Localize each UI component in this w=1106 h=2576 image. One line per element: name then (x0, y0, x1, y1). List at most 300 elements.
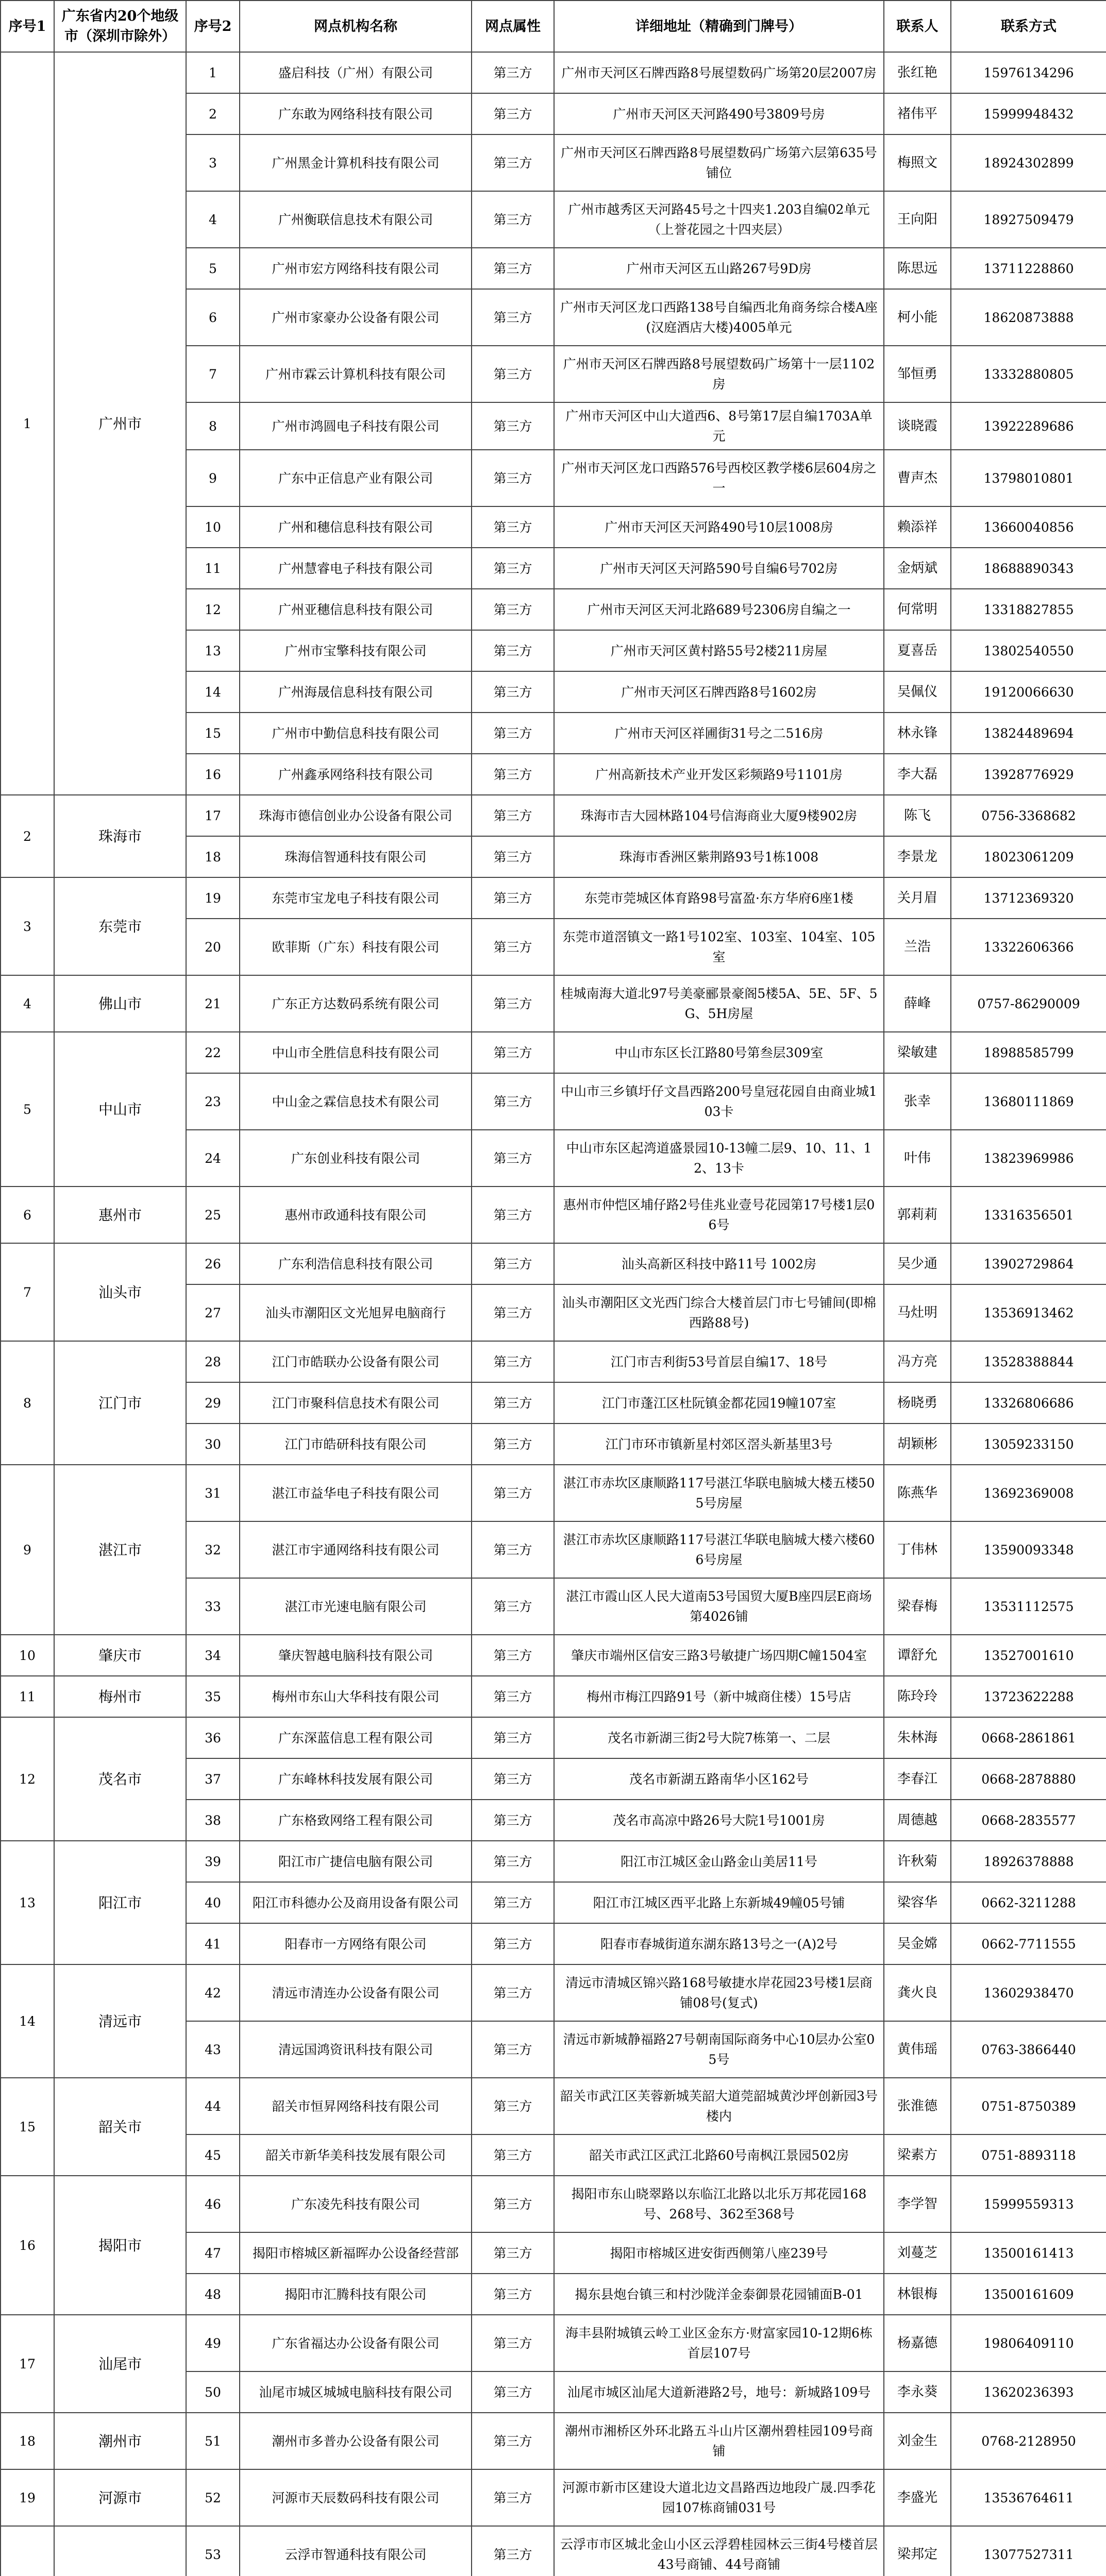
row-seq-cell: 32 (186, 1521, 240, 1578)
city-cell: 肇庆市 (54, 1635, 186, 1676)
outlet-type-cell: 第三方 (472, 836, 554, 877)
city-cell: 揭阳市 (54, 2176, 186, 2315)
header-phone: 联系方式 (951, 1, 1106, 52)
phone-cell: 15999559313 (951, 2176, 1106, 2232)
outlet-name-cell: 广州和穗信息科技有限公司 (240, 506, 472, 548)
contact-person-cell: 郭莉莉 (884, 1187, 951, 1243)
phone-cell: 13528388844 (951, 1341, 1106, 1382)
address-cell: 汕尾市城区汕尾大道新港路2号，地号：新城路109号 (554, 2371, 884, 2413)
address-cell: 中山市东区长江路80号第叁层309室 (554, 1032, 884, 1073)
address-cell: 汕头高新区科技中路11号 1002房 (554, 1243, 884, 1284)
outlet-name-cell: 梅州市东山大华科技有限公司 (240, 1676, 472, 1717)
row-seq-cell: 49 (186, 2315, 240, 2371)
outlet-type-cell: 第三方 (472, 1800, 554, 1841)
city-cell: 惠州市 (54, 1187, 186, 1243)
address-cell: 阳江市江城区西平北路上东新城49幢05号铺 (554, 1882, 884, 1923)
contact-person-cell: 褚伟平 (884, 93, 951, 134)
outlet-type-cell: 第三方 (472, 1423, 554, 1465)
outlet-name-cell: 珠海信智通科技有限公司 (240, 836, 472, 877)
outlet-name-cell: 广东峰林科技发展有限公司 (240, 1758, 472, 1800)
address-cell: 韶关市武江区武江北路60号南枫江景园502房 (554, 2134, 884, 2176)
phone-cell: 0668-2861861 (951, 1717, 1106, 1758)
row-seq-cell: 25 (186, 1187, 240, 1243)
row-seq-cell: 46 (186, 2176, 240, 2232)
city-cell: 东莞市 (54, 877, 186, 975)
phone-cell: 18620873888 (951, 289, 1106, 346)
phone-cell: 0756-3368682 (951, 795, 1106, 836)
outlet-name-cell: 河源市天辰数码科技有限公司 (240, 2469, 472, 2526)
row-seq-cell: 12 (186, 589, 240, 630)
phone-cell: 19806409110 (951, 2315, 1106, 2371)
address-cell: 广州市天河区天河路590号自编6号702房 (554, 548, 884, 589)
group-seq-cell: 13 (1, 1841, 54, 1964)
contact-person-cell: 刘金生 (884, 2413, 951, 2469)
table-row (1, 795, 1106, 836)
row-seq-cell: 28 (186, 1341, 240, 1382)
outlet-type-cell: 第三方 (472, 289, 554, 346)
row-seq-cell: 7 (186, 346, 240, 402)
group-seq-cell: 1 (1, 52, 54, 795)
row-seq-cell: 19 (186, 877, 240, 919)
outlet-name-cell: 韶关市新华美科技发展有限公司 (240, 2134, 472, 2176)
row-seq-cell: 39 (186, 1841, 240, 1882)
address-cell: 茂名市高凉中路26号大院1号1001房 (554, 1800, 884, 1841)
row-seq-cell: 30 (186, 1423, 240, 1465)
contact-person-cell: 胡颖彬 (884, 1423, 951, 1465)
row-seq-cell: 17 (186, 795, 240, 836)
contact-person-cell: 黄伟瑶 (884, 2021, 951, 2078)
outlet-name-cell: 揭阳市汇腾科技有限公司 (240, 2274, 472, 2315)
outlet-name-cell: 广州亚穗信息科技有限公司 (240, 589, 472, 630)
outlet-name-cell: 盛启科技（广州）有限公司 (240, 52, 472, 93)
outlet-name-cell: 广州海晟信息科技有限公司 (240, 671, 472, 713)
phone-cell: 0662-3211288 (951, 1882, 1106, 1923)
outlet-name-cell: 江门市皓研科技有限公司 (240, 1423, 472, 1465)
address-cell: 揭阳市东山晓翠路以东临江北路以北乐万邦花园168号、268号、362至368号 (554, 2176, 884, 2232)
contact-person-cell: 李大磊 (884, 754, 951, 795)
contact-person-cell: 李景龙 (884, 836, 951, 877)
address-cell: 珠海市吉大园林路104号信海商业大厦9楼902房 (554, 795, 884, 836)
outlet-name-cell: 广州市鸿圆电子科技有限公司 (240, 402, 472, 450)
outlet-type-cell: 第三方 (472, 877, 554, 919)
address-cell: 东莞市莞城区体育路98号富盈·东方华府6座1楼 (554, 877, 884, 919)
contact-person-cell: 金炳斌 (884, 548, 951, 589)
outlet-name-cell: 东莞市宝龙电子科技有限公司 (240, 877, 472, 919)
outlet-name-cell: 欧菲斯（广东）科技有限公司 (240, 919, 472, 975)
address-cell: 江门市环市镇新星村郊区滘头新基里3号 (554, 1423, 884, 1465)
outlet-type-cell: 第三方 (472, 2315, 554, 2371)
outlet-type-cell: 第三方 (472, 975, 554, 1032)
address-cell: 湛江市霞山区人民大道南53号国贸大厦B座四层E商场第4026铺 (554, 1578, 884, 1635)
city-cell: 韶关市 (54, 2078, 186, 2176)
outlet-type-cell: 第三方 (472, 1032, 554, 1073)
contact-person-cell: 李学智 (884, 2176, 951, 2232)
outlet-type-cell: 第三方 (472, 402, 554, 450)
outlet-type-cell: 第三方 (472, 1521, 554, 1578)
outlet-type-cell: 第三方 (472, 2134, 554, 2176)
address-cell: 揭东县炮台镇三和村沙陇洋金泰御景花园铺面B-01 (554, 2274, 884, 2315)
contact-person-cell: 梁敏建 (884, 1032, 951, 1073)
city-cell: 湛江市 (54, 1465, 186, 1635)
outlet-name-cell: 汕尾市城区城城电脑科技有限公司 (240, 2371, 472, 2413)
outlet-name-cell: 阳江市广捷信电脑有限公司 (240, 1841, 472, 1882)
header-name: 网点机构名称 (240, 1, 472, 52)
row-seq-cell: 53 (186, 2526, 240, 2576)
city-cell: 佛山市 (54, 975, 186, 1032)
outlet-name-cell: 广东深蓝信息工程有限公司 (240, 1717, 472, 1758)
phone-cell: 13922289686 (951, 402, 1106, 450)
contact-person-cell: 梁邦定 (884, 2526, 951, 2576)
outlet-type-cell: 第三方 (472, 1635, 554, 1676)
address-cell: 珠海市香洲区紫荆路93号1栋1008 (554, 836, 884, 877)
contact-person-cell: 李春江 (884, 1758, 951, 1800)
phone-cell: 13660040856 (951, 506, 1106, 548)
contact-person-cell: 李盛光 (884, 2469, 951, 2526)
contact-person-cell: 丁伟林 (884, 1521, 951, 1578)
address-cell: 广州市天河区天河路490号10层1008房 (554, 506, 884, 548)
outlet-name-cell: 广州市霖云计算机科技有限公司 (240, 346, 472, 402)
row-seq-cell: 11 (186, 548, 240, 589)
row-seq-cell: 45 (186, 2134, 240, 2176)
contact-person-cell: 吴少通 (884, 1243, 951, 1284)
phone-cell: 13928776929 (951, 754, 1106, 795)
group-seq-cell: 16 (1, 2176, 54, 2315)
phone-cell: 18688890343 (951, 548, 1106, 589)
address-cell: 湛江市赤坎区康顺路117号湛江华联电脑城大楼六楼606号房屋 (554, 1521, 884, 1578)
address-cell: 韶关市武江区芙蓉新城芙韶大道莞韶城黄沙坪创新园3号楼内 (554, 2078, 884, 2134)
row-seq-cell: 22 (186, 1032, 240, 1073)
contact-person-cell: 谭舒允 (884, 1635, 951, 1676)
contact-person-cell: 李永葵 (884, 2371, 951, 2413)
table-row (1, 2078, 1106, 2134)
outlet-name-cell: 阳江市科德办公及商用设备有限公司 (240, 1882, 472, 1923)
phone-cell: 13798010801 (951, 450, 1106, 506)
city-cell: 汕头市 (54, 1243, 186, 1341)
address-cell: 惠州市仲恺区埔仔路2号佳兆业壹号花园第17号楼1层06号 (554, 1187, 884, 1243)
contact-person-cell: 王向阳 (884, 191, 951, 248)
group-seq-cell: 5 (1, 1032, 54, 1187)
contact-person-cell: 吴金嫦 (884, 1923, 951, 1964)
phone-cell: 13536913462 (951, 1284, 1106, 1341)
city-cell: 阳江市 (54, 1841, 186, 1964)
table-row (1, 1717, 1106, 1758)
row-seq-cell: 1 (186, 52, 240, 93)
contact-person-cell: 夏喜岳 (884, 630, 951, 671)
city-cell (54, 2526, 186, 2576)
outlet-type-cell: 第三方 (472, 1717, 554, 1758)
outlet-name-cell: 广东正方达数码系统有限公司 (240, 975, 472, 1032)
address-cell: 广州市天河区石牌西路8号展望数码广场第十一层1102房 (554, 346, 884, 402)
address-cell: 东莞市道滘镇文一路1号102室、103室、104室、105室 (554, 919, 884, 975)
phone-cell: 18924302899 (951, 134, 1106, 191)
city-cell: 汕尾市 (54, 2315, 186, 2413)
phone-cell: 18023061209 (951, 836, 1106, 877)
table-row (1, 2315, 1106, 2371)
row-seq-cell: 41 (186, 1923, 240, 1964)
contact-person-cell: 邹恒勇 (884, 346, 951, 402)
contact-person-cell: 何常明 (884, 589, 951, 630)
group-seq-cell: 19 (1, 2469, 54, 2526)
contact-person-cell: 冯方亮 (884, 1341, 951, 1382)
city-cell: 潮州市 (54, 2413, 186, 2469)
address-cell: 揭阳市榕城区进安街西侧第八座239号 (554, 2232, 884, 2274)
row-seq-cell: 38 (186, 1800, 240, 1841)
outlet-type-cell: 第三方 (472, 506, 554, 548)
address-cell: 阳江市江城区金山路金山美居11号 (554, 1841, 884, 1882)
phone-cell: 13326806686 (951, 1382, 1106, 1423)
outlet-type-cell: 第三方 (472, 589, 554, 630)
city-cell: 茂名市 (54, 1717, 186, 1841)
outlet-type-cell: 第三方 (472, 2176, 554, 2232)
outlet-name-cell: 广东创业科技有限公司 (240, 1130, 472, 1187)
row-seq-cell: 34 (186, 1635, 240, 1676)
contact-person-cell: 谈晓霞 (884, 402, 951, 450)
row-seq-cell: 52 (186, 2469, 240, 2526)
contact-person-cell: 龚火良 (884, 1964, 951, 2021)
row-seq-cell: 15 (186, 713, 240, 754)
address-cell: 广州市天河区石牌西路8号展望数码广场第20层2007房 (554, 52, 884, 93)
outlet-type-cell: 第三方 (472, 191, 554, 248)
outlet-type-cell: 第三方 (472, 1676, 554, 1717)
row-seq-cell: 20 (186, 919, 240, 975)
outlet-name-cell: 广东中正信息产业有限公司 (240, 450, 472, 506)
row-seq-cell: 23 (186, 1073, 240, 1130)
contact-person-cell: 张幸 (884, 1073, 951, 1130)
phone-cell: 0662-7711555 (951, 1923, 1106, 1964)
table-row (1, 52, 1106, 93)
table-row (1, 1635, 1106, 1676)
address-cell: 广州高新技术产业开发区彩频路9号1101房 (554, 754, 884, 795)
outlet-name-cell: 湛江市宇通网络科技有限公司 (240, 1521, 472, 1578)
contact-person-cell: 朱林海 (884, 1717, 951, 1758)
outlet-type-cell: 第三方 (472, 346, 554, 402)
phone-cell: 18927509479 (951, 191, 1106, 248)
row-seq-cell: 29 (186, 1382, 240, 1423)
contact-person-cell: 吴佩仪 (884, 671, 951, 713)
outlet-type-cell: 第三方 (472, 630, 554, 671)
outlet-name-cell: 广州鑫承网络科技有限公司 (240, 754, 472, 795)
outlet-name-cell: 肇庆智越电脑科技有限公司 (240, 1635, 472, 1676)
phone-cell: 13531112575 (951, 1578, 1106, 1635)
outlet-type-cell: 第三方 (472, 1382, 554, 1423)
phone-cell: 13527001610 (951, 1635, 1106, 1676)
outlet-name-cell: 阳春市一方网络有限公司 (240, 1923, 472, 1964)
row-seq-cell: 37 (186, 1758, 240, 1800)
phone-cell: 13077527311 (951, 2526, 1106, 2576)
row-seq-cell: 14 (186, 671, 240, 713)
row-seq-cell: 2 (186, 93, 240, 134)
outlet-type-cell: 第三方 (472, 2274, 554, 2315)
row-seq-cell: 3 (186, 134, 240, 191)
group-seq-cell: 4 (1, 975, 54, 1032)
row-seq-cell: 35 (186, 1676, 240, 1717)
contact-person-cell: 曹声杰 (884, 450, 951, 506)
table-body (1, 52, 1106, 2576)
group-seq-cell: 3 (1, 877, 54, 975)
outlet-type-cell: 第三方 (472, 1758, 554, 1800)
outlet-name-cell: 韶关市恒昇网络科技有限公司 (240, 2078, 472, 2134)
row-seq-cell: 9 (186, 450, 240, 506)
table-row (1, 2413, 1106, 2469)
row-seq-cell: 26 (186, 1243, 240, 1284)
group-seq-cell: 6 (1, 1187, 54, 1243)
outlet-name-cell: 揭阳市榕城区新福晖办公设备经营部 (240, 2232, 472, 2274)
outlet-type-cell: 第三方 (472, 2232, 554, 2274)
outlet-name-cell: 江门市皓联办公设备有限公司 (240, 1341, 472, 1382)
outlet-type-cell: 第三方 (472, 1923, 554, 1964)
address-cell: 广州市天河区龙口西路138号自编西北角商务综合楼A座(汉庭酒店大楼)4005单元 (554, 289, 884, 346)
row-seq-cell: 8 (186, 402, 240, 450)
row-seq-cell: 40 (186, 1882, 240, 1923)
city-cell: 梅州市 (54, 1676, 186, 1717)
outlet-type-cell: 第三方 (472, 919, 554, 975)
outlet-name-cell: 广州市中勤信息科技有限公司 (240, 713, 472, 754)
header-contact: 联系人 (884, 1, 951, 52)
phone-cell: 13620236393 (951, 2371, 1106, 2413)
phone-cell: 13322606366 (951, 919, 1106, 975)
header-address: 详细地址（精确到门牌号） (554, 1, 884, 52)
contact-person-cell: 杨嘉德 (884, 2315, 951, 2371)
header-type: 网点属性 (472, 1, 554, 52)
phone-cell: 13332880805 (951, 346, 1106, 402)
city-cell: 河源市 (54, 2469, 186, 2526)
table-row (1, 1964, 1106, 2021)
group-seq-cell: 18 (1, 2413, 54, 2469)
table-row (1, 975, 1106, 1032)
group-seq-cell: 17 (1, 2315, 54, 2413)
phone-cell: 13902729864 (951, 1243, 1106, 1284)
address-cell: 江门市蓬江区杜阮镇金都花园19幢107室 (554, 1382, 884, 1423)
outlet-type-cell: 第三方 (472, 1578, 554, 1635)
outlet-type-cell: 第三方 (472, 1341, 554, 1382)
address-cell: 广州市天河区龙口西路576号西校区教学楼6层604房之一 (554, 450, 884, 506)
table-row (1, 1243, 1106, 1284)
table-row (1, 877, 1106, 919)
outlet-type-cell: 第三方 (472, 52, 554, 93)
outlet-type-cell: 第三方 (472, 134, 554, 191)
row-seq-cell: 44 (186, 2078, 240, 2134)
contact-person-cell: 张淮德 (884, 2078, 951, 2134)
address-cell: 广州市天河区黄村路55号2楼211房屋 (554, 630, 884, 671)
phone-cell: 13712369320 (951, 877, 1106, 919)
contact-person-cell: 杨晓勇 (884, 1382, 951, 1423)
group-seq-cell: 2 (1, 795, 54, 877)
address-cell: 中山市三乡镇圩仔文昌西路200号皇冠花园自由商业城103卡 (554, 1073, 884, 1130)
outlet-name-cell: 云浮市智通科技有限公司 (240, 2526, 472, 2576)
outlet-name-cell: 湛江市光速电脑有限公司 (240, 1578, 472, 1635)
contact-person-cell: 林永锋 (884, 713, 951, 754)
address-cell: 梅州市梅江四路91号（新中城商住楼）15号店 (554, 1676, 884, 1717)
address-cell: 广州市天河区天河北路689号2306房自编之一 (554, 589, 884, 630)
outlet-type-cell: 第三方 (472, 93, 554, 134)
phone-cell: 0757-86290009 (951, 975, 1106, 1032)
row-seq-cell: 31 (186, 1465, 240, 1521)
outlet-type-cell: 第三方 (472, 1073, 554, 1130)
address-cell: 江门市吉利街53号首层自编17、18号 (554, 1341, 884, 1382)
address-cell: 汕头市潮阳区文光西门综合大楼首层门市七号铺间(即棉西路88号) (554, 1284, 884, 1341)
group-seq-cell: 7 (1, 1243, 54, 1341)
outlet-name-cell: 广东利浩信息科技有限公司 (240, 1243, 472, 1284)
phone-cell: 13711228860 (951, 248, 1106, 289)
phone-cell: 13318827855 (951, 589, 1106, 630)
row-seq-cell: 36 (186, 1717, 240, 1758)
address-cell: 清远市清城区锦兴路168号敏捷水岸花园23号楼1层商铺08号(复式) (554, 1964, 884, 2021)
header-city: 广东省内20个地级市（深圳市除外） (54, 1, 186, 52)
outlet-type-cell: 第三方 (472, 713, 554, 754)
row-seq-cell: 24 (186, 1130, 240, 1187)
contact-person-cell: 柯小能 (884, 289, 951, 346)
row-seq-cell: 42 (186, 1964, 240, 2021)
address-cell: 肇庆市端州区信安三路3号敏捷广场四期C幢1504室 (554, 1635, 884, 1676)
phone-cell: 18988585799 (951, 1032, 1106, 1073)
table-row (1, 1841, 1106, 1882)
phone-cell: 0668-2878880 (951, 1758, 1106, 1800)
outlet-type-cell: 第三方 (472, 2469, 554, 2526)
outlet-name-cell: 广州黑金计算机科技有限公司 (240, 134, 472, 191)
outlet-type-cell: 第三方 (472, 450, 554, 506)
outlet-name-cell: 中山金之霖信息技术有限公司 (240, 1073, 472, 1130)
outlet-name-cell: 广东格致网络工程有限公司 (240, 1800, 472, 1841)
header-row (1, 1, 1106, 52)
outlet-type-cell: 第三方 (472, 548, 554, 589)
outlet-name-cell: 中山市全胜信息科技有限公司 (240, 1032, 472, 1073)
phone-cell: 0668-2835577 (951, 1800, 1106, 1841)
row-seq-cell: 50 (186, 2371, 240, 2413)
phone-cell: 13536764611 (951, 2469, 1106, 2526)
row-seq-cell: 43 (186, 2021, 240, 2078)
phone-cell: 19120066630 (951, 671, 1106, 713)
contact-person-cell: 陈燕华 (884, 1465, 951, 1521)
outlet-type-cell: 第三方 (472, 1243, 554, 1284)
contact-person-cell: 薛峰 (884, 975, 951, 1032)
outlet-type-cell: 第三方 (472, 795, 554, 836)
phone-cell: 13824489694 (951, 713, 1106, 754)
table-row (1, 1341, 1106, 1382)
address-cell: 云浮市市区城北金山小区云浮碧桂园林云三街4号楼首层43号商铺、44号商铺 (554, 2526, 884, 2576)
phone-cell: 0768-2128950 (951, 2413, 1106, 2469)
address-cell: 广州市天河区天河路490号3809号房 (554, 93, 884, 134)
address-cell: 河源市新市区建设大道北边文昌路西边地段广晟.四季花园107栋商铺031号 (554, 2469, 884, 2526)
outlet-type-cell: 第三方 (472, 1187, 554, 1243)
contact-person-cell: 马灶明 (884, 1284, 951, 1341)
row-seq-cell: 5 (186, 248, 240, 289)
city-cell: 江门市 (54, 1341, 186, 1465)
table-row (1, 2526, 1106, 2576)
row-seq-cell: 21 (186, 975, 240, 1032)
row-seq-cell: 13 (186, 630, 240, 671)
outlet-name-cell: 广州慧睿电子科技有限公司 (240, 548, 472, 589)
address-cell: 广州市天河区中山大道西6、8号第17层自编1703A单元 (554, 402, 884, 450)
contact-person-cell: 梁春梅 (884, 1578, 951, 1635)
outlet-name-cell: 清远国鸿资讯科技有限公司 (240, 2021, 472, 2078)
city-cell: 广州市 (54, 52, 186, 795)
row-seq-cell: 16 (186, 754, 240, 795)
header-seq1: 序号1 (1, 1, 54, 52)
address-cell: 广州市天河区祥圃街31号之二516房 (554, 713, 884, 754)
outlet-name-cell: 潮州市多普办公设备有限公司 (240, 2413, 472, 2469)
group-seq-cell (1, 2526, 54, 2576)
city-cell: 中山市 (54, 1032, 186, 1187)
phone-cell: 13602938470 (951, 1964, 1106, 2021)
phone-cell: 0763-3866440 (951, 2021, 1106, 2078)
outlet-name-cell: 江门市聚科信息技术有限公司 (240, 1382, 472, 1423)
outlet-type-cell: 第三方 (472, 2021, 554, 2078)
row-seq-cell: 51 (186, 2413, 240, 2469)
phone-cell: 0751-8750389 (951, 2078, 1106, 2134)
row-seq-cell: 18 (186, 836, 240, 877)
phone-cell: 15999948432 (951, 93, 1106, 134)
table-row (1, 1032, 1106, 1073)
